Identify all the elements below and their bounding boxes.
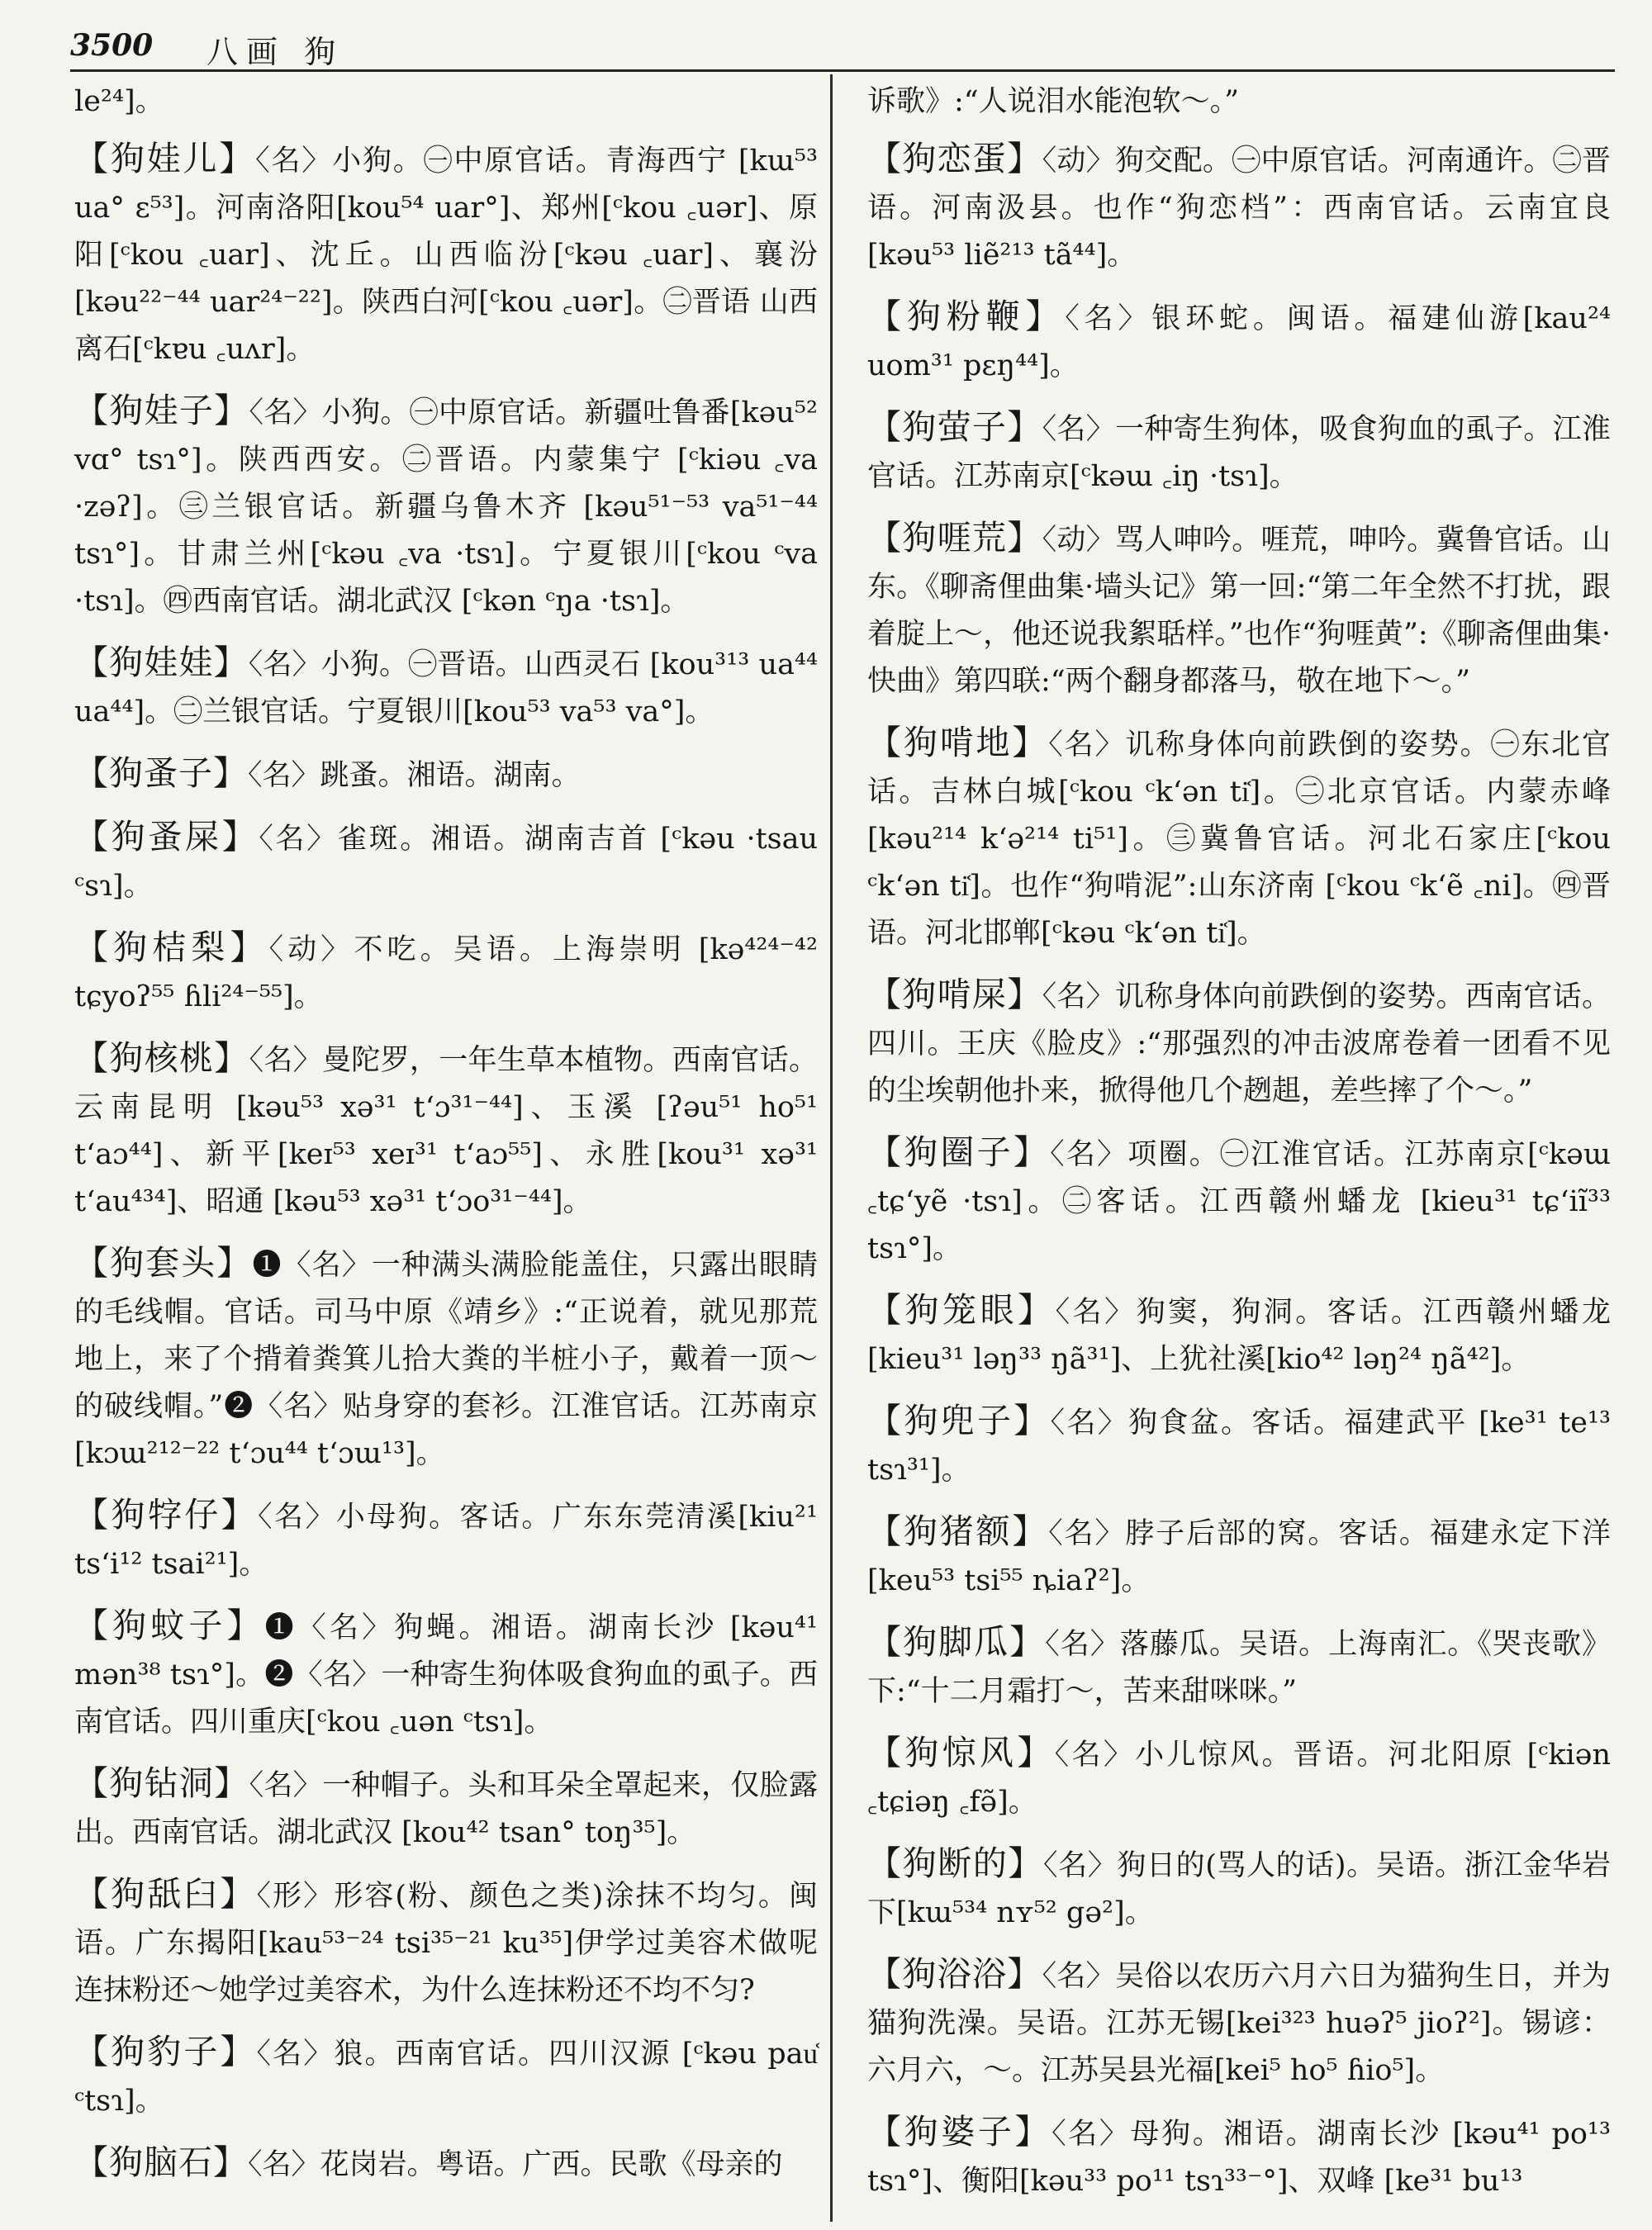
entry-definition: 〈名〉跳蚤。湘语。湖南。 xyxy=(248,759,581,792)
right-column xyxy=(867,78,1611,2219)
dictionary-entry xyxy=(74,135,818,373)
entry-headword: 【狗圈子】 xyxy=(867,1132,1051,1172)
entry-definition: ❶〈名〉一种满头满脸能盖住，只露出眼睛的毛线帽。官话。司马中原《靖乡》:“正说着，就见那荒地上，来了个揹着粪箕儿拾大粪的半桩小子，戴着一顶～的破线帽。”❷〈名〉贴身穿的套衫。江淮官话。江苏南京 [kɔɯ²¹²⁻²² tʻɔu⁴⁴ tʻɔɯ¹³]。 xyxy=(74,1249,818,1470)
entry-headword: 【狗核桃】 xyxy=(74,1038,249,1078)
dictionary-entry xyxy=(74,2139,818,2189)
dictionary-entry xyxy=(867,1729,1611,1826)
continuation-text: 诉歌》:“人说泪水能泡软～。” xyxy=(867,85,1240,118)
dictionary-entry xyxy=(74,387,818,625)
dictionary-entry xyxy=(867,515,1611,705)
entry-headword: 【狗牸仔】 xyxy=(74,1495,259,1535)
entry-headword: 【狗猪额】 xyxy=(867,1511,1049,1551)
dictionary-entry xyxy=(74,1035,818,1226)
entry-headword: 【狗浴浴】 xyxy=(867,1954,1042,1994)
dictionary-entry xyxy=(867,719,1611,957)
page-header xyxy=(70,25,1615,72)
dictionary-entry xyxy=(74,814,818,910)
entry-headword: 【狗粉鞭】 xyxy=(867,297,1066,336)
dictionary-entry xyxy=(74,1602,818,1746)
entry-headword: 【狗蚤子】 xyxy=(74,753,248,793)
dictionary-entry xyxy=(867,1508,1611,1605)
dictionary-entry xyxy=(74,1492,818,1588)
entry-headword: 【狗啀荒】 xyxy=(867,518,1042,558)
dictionary-entry xyxy=(74,1240,818,1478)
dictionary-entry xyxy=(867,1619,1611,1715)
dictionary-entry xyxy=(74,1760,818,1857)
section-heading: 八画 狗 xyxy=(206,34,344,70)
dictionary-entry xyxy=(867,404,1611,501)
dictionary-entry xyxy=(867,293,1611,390)
left-column xyxy=(74,78,818,2203)
entry-headword: 【狗恋蛋】 xyxy=(867,139,1042,178)
entry-headword: 【狗脑石】 xyxy=(74,2142,248,2182)
entry-definition: 〈名〉讥称身体向前跌倒的姿势。㊀东北官话。吉林白城[ᶜkou ᶜkʻən ti᷾]。㊁北京官话。内蒙赤峰[kəu²¹⁴ kʻə²¹⁴ ti⁵¹]。㊂冀鲁官话。河北石家庄[ᶜkou ᶜkʻən ti᷾]。也作“狗啃泥”:山东济南 [ᶜkou ᶜkʻẽ ꜀ni]。㊃晋语。河北邯郸[ᶜkəu ᶜkʻən ti᷾]。 xyxy=(867,728,1612,950)
dictionary-entry xyxy=(74,639,818,736)
entry-definition: 〈名〉项圈。㊀江淮官话。江苏南京[ᶜkəɯ ꜀tɕʻyẽ ·tsɿ]。㊁客话。江西赣州蟠龙 [kieu³¹ tɕʻiĩ³³ tsɿ°]。 xyxy=(867,1138,1612,1265)
entry-definition: 〈名〉小儿惊风。晋语。河北阳原 [ᶜkiən ꜀tɕiəŋ ꜀fə̃]。 xyxy=(867,1739,1611,1819)
entry-headword: 【狗娃儿】 xyxy=(74,139,256,178)
entry-definition: 〈名〉小狗。㊀晋语。山西灵石 [kou³¹³ ua⁴⁴ ua⁴⁴]。㊁兰银官话。宁夏银川[kou⁵³ va⁵³ va°]。 xyxy=(74,648,818,728)
entry-definition: 〈名〉狗日的(骂人的话)。吴语。浙江金华岩下[kɯ⁵³⁴ nʏ⁵² gə²]。 xyxy=(867,1849,1612,1929)
entry-headword: 【狗蚤屎】 xyxy=(74,817,259,856)
column-divider xyxy=(830,74,833,2222)
entry-definition: 〈名〉吴俗以农历六月六日为猫狗生日，并为猫狗洗澡。吴语。江苏无锡[kei³²³ huəʔ⁵ jioʔ²]。锡谚：六月六，～。江苏吴县光福[kei⁵ ho⁵ ɦio⁵]。 xyxy=(867,1960,1611,2087)
entry-headword: 【狗脚瓜】 xyxy=(867,1622,1046,1662)
entry-definition: 〈动〉骂人呻吟。啀荒，呻吟。冀鲁官话。山东。《聊斋俚曲集·墙头记》第一回:“第二年全然不打扰，跟着腚上～，他还说我絮聒样。”也作“狗啀黄”:《聊斋俚曲集·快曲》第四联:“两个翻身都落马，敬在地下～。” xyxy=(867,524,1611,698)
entry-headword: 【狗断的】 xyxy=(867,1843,1044,1883)
entry-definition: 〈名〉狼。西南官话。四川汉源 [ᶜkəu pau᷾ ᶜtsɿ]。 xyxy=(74,2038,819,2118)
entry-headword: 【狗笼眼】 xyxy=(867,1290,1056,1330)
dictionary-entry xyxy=(867,2109,1611,2205)
dictionary-entry xyxy=(74,1871,818,2014)
entry-definition: 〈名〉母狗。湘语。湖南长沙 [kəu⁴¹ po¹³ tsɿ°]、衡阳[kəu³³ po¹¹ tsɿ³³⁻°]、双峰 [ke³¹ bu¹³ xyxy=(867,2118,1611,2198)
dictionary-entry xyxy=(867,1287,1611,1383)
entry-definition: 〈名〉狗食盆。客话。福建武平 [ke³¹ te¹³ tsɿ³¹]。 xyxy=(867,1407,1612,1487)
dictionary-entry xyxy=(867,971,1611,1115)
entry-definition: 〈名〉脖子后部的窝。客话。福建永定下洋 [keu⁵³ tsi⁵⁵ ȵiaʔ²]。 xyxy=(867,1517,1612,1597)
entry-headword: 【狗兜子】 xyxy=(867,1401,1051,1440)
dictionary-entry xyxy=(867,135,1611,279)
entry-headword: 【狗娃子】 xyxy=(74,391,249,430)
dictionary-entry xyxy=(867,1840,1611,1937)
page-number: 3500 xyxy=(70,28,154,63)
dictionary-entry xyxy=(867,1129,1611,1273)
dictionary-entry xyxy=(867,1951,1611,2095)
entry-headword: 【狗娃娃】 xyxy=(74,643,249,682)
continuation-text: le²⁴]。 xyxy=(74,85,164,118)
entry-definition: 〈动〉狗交配。㊀中原官话。河南通许。㊁晋语。河南汲县。也作“狗恋档”：西南官话。云南宜良 [kəu⁵³ liẽ²¹³ tã⁴⁴]。 xyxy=(867,145,1611,272)
entry-headword: 【狗舐臼】 xyxy=(74,1874,257,1914)
entry-headword: 【狗啃屎】 xyxy=(867,975,1042,1014)
entry-definition: 〈名〉雀斑。湘语。湖南吉首 [ᶜkəu ·tsau ᶜsɿ]。 xyxy=(74,823,819,903)
entry-definition: 〈名〉讥称身体向前跌倒的姿势。西南官话。四川。王庆《脸皮》:“那强烈的冲击波席卷着一团看不见的尘埃朝他扑来，掀得他几个趔趄，差些摔了个～。” xyxy=(867,980,1611,1108)
dictionary-entry xyxy=(74,924,818,1021)
entry-headword: 【狗萤子】 xyxy=(867,407,1042,447)
entry-headword: 【狗豹子】 xyxy=(74,2032,257,2071)
entry-definition: 〈名〉花岗岩。粤语。广西。民歌《母亲的 xyxy=(248,2148,783,2181)
entry-definition: 〈名〉小狗。㊀中原官话。新疆吐鲁番[kəu⁵² vɑ° tsɿ°]。陕西西安。㊁晋语。内蒙集宁 [ᶜkiəu ꜀va ·zəʔ]。㊂兰银官话。新疆乌鲁木齐 [kəu⁵¹⁻⁵³ va⁵¹⁻⁴⁴ tsɿ°]。甘肃兰州[ᶜkəu ꜀va ·tsɿ]。宁夏银川[ᶜkou ᶜva ·tsɿ]。㊃西南官话。湖北武汉 [ᶜkən ᶜŋa ·tsɿ]。 xyxy=(74,396,818,618)
entry-headword: 【狗蚊子】 xyxy=(74,1606,265,1645)
entry-definition: 〈动〉不吃。吴语。上海崇明 [kə⁴²⁴⁻⁴² tɕyoʔ⁵⁵ ɦli²⁴⁻⁵⁵]。 xyxy=(74,933,818,1013)
entry-definition: 〈形〉形容(粉、颜色之类)涂抹不均匀。闽语。广东揭阳[kau⁵³⁻²⁴ tsi³⁵⁻²¹ ku³⁵]伊学过美容术做呢连抹粉还～她学过美容术，为什么连抹粉还不均不匀? xyxy=(74,1880,819,2007)
entry-definition: 〈名〉银环蛇。闽语。福建仙游[kau²⁴ uom³¹ pɛŋ⁴⁴]。 xyxy=(867,302,1612,382)
dictionary-entry xyxy=(74,750,818,799)
entry-headword: 【狗套头】 xyxy=(74,1243,253,1283)
entry-definition: 〈名〉小母狗。客话。广东东莞清溪[kiu²¹ tsʻi¹² tsai²¹]。 xyxy=(74,1501,818,1581)
entry-definition: 〈名〉一种寄生狗体，吸食狗血的虱子。江淮官话。江苏南京[ᶜkəɯ ꜀iŋ ·tsɿ]。 xyxy=(867,413,1611,493)
entry-headword: 【狗惊风】 xyxy=(867,1733,1055,1772)
entry-definition: 〈名〉小狗。㊀中原官话。青海西宁 [kɯ⁵³ ua° ɛ⁵³]。河南洛阳[kou⁵⁴ uar°]、郑州[ᶜkou ꜀uər]、原阳[ᶜkou ꜀uar]、沈丘。山西临汾[ᶜkəu ꜀uar]、襄汾[kəu²²⁻⁴⁴ uar²⁴⁻²²]。陕西白河[ᶜkou ꜀uər]。㊁晋语 山西离石[ᶜkɐu ꜀uʌr]。 xyxy=(74,145,818,366)
entry-headword: 【狗钻洞】 xyxy=(74,1763,249,1803)
entry-definition: 〈名〉落藤瓜。吴语。上海南汇。《哭丧歌》下:“十二月霜打～，苦来甜咪咪。” xyxy=(867,1628,1611,1708)
entry-headword: 【狗啃地】 xyxy=(867,723,1049,762)
dictionary-entry xyxy=(74,2028,818,2125)
entry-headword: 【狗桔梨】 xyxy=(74,928,269,967)
entry-definition: 〈名〉曼陀罗，一年生草本植物。西南官话。云南昆明 [kəu⁵³ xə³¹ tʻɔ³¹⁻⁴⁴]、玉溪 [ʔəu⁵¹ ho⁵¹ tʻaɔ⁴⁴]、新平[keɪ⁵³ xeɪ³¹ tʻaɔ⁵⁵]、永胜[kou³¹ xə³¹ tʻau⁴³⁴]、昭通 [kəu⁵³ xə³¹ tʻɔo³¹⁻⁴⁴]。 xyxy=(74,1044,818,1218)
entry-definition: 〈名〉一种帽子。头和耳朵全罩起来，仅脸露出。西南官话。湖北武汉 [kou⁴² tsan° toŋ³⁵]。 xyxy=(74,1769,818,1849)
entry-definition: 〈名〉狗窦，狗洞。客话。江西赣州蟠龙 [kieu³¹ ləŋ³³ ŋã³¹]、上犹社溪[kio⁴² ləŋ²⁴ ŋã⁴²]。 xyxy=(867,1296,1612,1376)
entry-headword: 【狗婆子】 xyxy=(867,2112,1052,2152)
dictionary-entry xyxy=(867,1397,1611,1494)
entry-definition: ❶〈名〉狗蝇。湘语。湖南长沙 [kəu⁴¹ mən³⁸ tsɿ°]。❷〈名〉一种寄生狗体吸食狗血的虱子。西南官话。四川重庆[ᶜkou ꜀uən ᶜtsɿ]。 xyxy=(74,1611,818,1739)
